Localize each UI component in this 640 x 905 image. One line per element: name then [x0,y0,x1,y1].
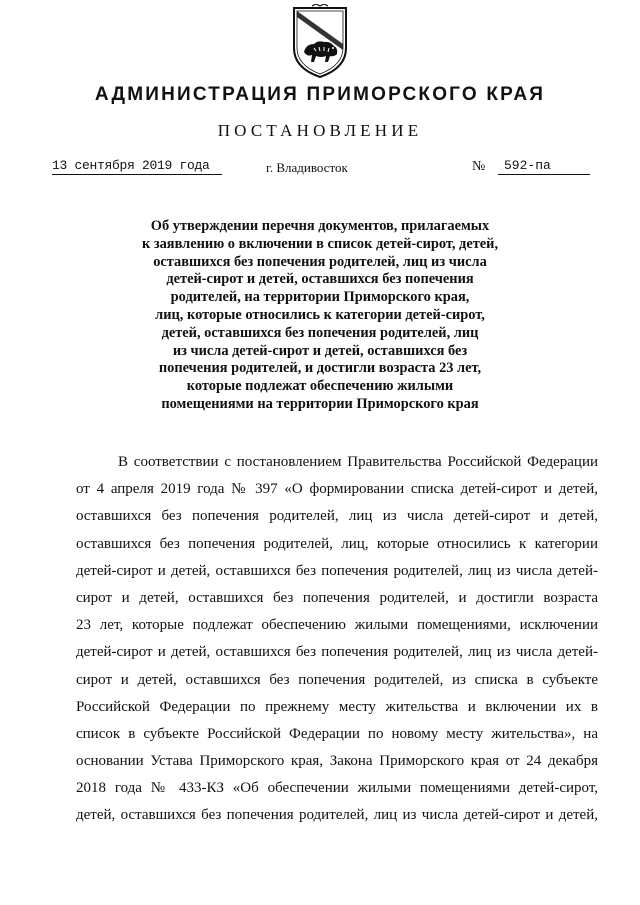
document-body [76,449,598,830]
coat-of-arms-icon [288,4,352,80]
body-line: сирот и детей, оставшихся без попечения родителей, из списка в субъекте [76,671,598,688]
body-line: оставшихся без попечения родителей, лиц из числа детей-сирот и детей, [76,508,598,525]
organization-title: АДМИНИСТРАЦИЯ ПРИМОРСКОГО КРАЯ [94,84,546,105]
document-meta-row [0,158,640,180]
body-line: детей-сирот и детей, оставшихся без попечения родителей, лиц из числа детей- [76,562,598,579]
number-sign: № [472,159,486,174]
body-line: сирот и детей, оставшихся без попечения родителей, и достигли возраста [76,589,598,606]
body-line: 2018 года № 433-КЗ «Об обеспечении жилыми помещениями детей-сирот, [76,780,598,797]
subject-line: к заявлению о включении в список детей-сирот, детей, [141,235,499,252]
body-line: оставшихся без попечения родителей, лиц, которые относились к категории [76,535,598,552]
subject-line: попечения родителей, и достигли возраста 23 лет, [158,360,482,377]
subject-line: которые подлежат обеспечению жилыми [186,378,454,395]
body-line: список в субъекте Российской Федерации по новому месту жительства», на [76,725,598,742]
document-subject [100,218,540,414]
document-date: 13 сентября 2019 года [52,158,222,175]
body-line: от 4 апреля 2019 года № 397 «О формировании списка детей-сирот и детей, [76,481,598,498]
document-city: г. Владивосток [266,160,348,175]
body-line: основании Устава Приморского края, Закона Приморского края от 24 декабря [76,753,598,770]
subject-line: помещениями на территории Приморского края [161,395,479,412]
document-number: 592-па [498,158,590,175]
body-line: детей-сирот и детей, оставшихся без попечения родителей, лиц из числа детей- [76,644,598,661]
body-line: детей, оставшихся без попечения родителей, лиц из числа детей-сирот и детей, [76,807,598,824]
body-line: 23 лет, которые подлежат обеспечению жилыми помещениями, исключении [76,617,598,634]
document-type: ПОСТАНОВЛЕНИЕ [217,121,423,140]
subject-line: из числа детей-сирот и детей, оставшихся без [172,342,468,359]
subject-line: Об утверждении перечня документов, прилагаемых [150,218,490,234]
subject-line: лиц, которые относились к категории детей-сирот, [155,306,485,323]
body-line: Российской Федерации по прежнему месту жительства и включении их в [76,698,598,715]
subject-line: детей, оставшихся без попечения родителей, лиц [161,324,479,341]
subject-line: оставшихся без попечения родителей, лиц из числа [153,253,487,270]
subject-line: родителей, на территории Приморского края, [170,289,470,306]
subject-line: детей-сирот и детей, оставшихся без попечения [166,271,474,288]
body-line: В соответствии с постановлением Правительства Российской Федерации [118,454,598,470]
